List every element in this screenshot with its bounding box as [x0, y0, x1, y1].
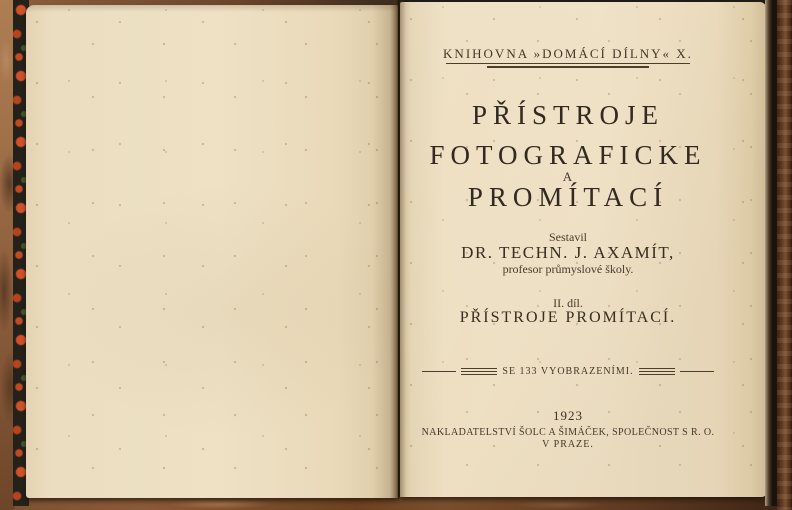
book-title-line-3: PROMÍTACÍ — [467, 182, 669, 212]
publisher-line: NAKLADATELSTVÍ ŠOLC A ŠIMÁČEK, SPOLEČNOST S R. O. — [421, 427, 715, 438]
book-cover-right-edge — [777, 0, 792, 510]
volume-label: II. díl. — [553, 296, 583, 310]
illustrations-note-row — [400, 366, 736, 377]
series-heading: KNIHOVNA »DOMÁCÍ DÍLNY« X. — [443, 46, 693, 61]
ornament-rule-left — [422, 371, 456, 372]
publication-year: 1923 — [553, 408, 583, 423]
ornament-rule-right — [680, 371, 714, 372]
title-page-content — [400, 2, 736, 497]
byline-label: Sestavil — [549, 230, 587, 244]
author-name: DR. TECHN. J. AXAMÍT, — [461, 243, 675, 262]
series-rule-long — [446, 63, 690, 64]
volume-title: PŘÍSTROJE PROMÍTACÍ. — [459, 309, 677, 326]
book-gutter-shadow — [390, 0, 406, 499]
author-title: profesor průmyslové školy. — [502, 262, 634, 276]
book-title-line-1: PŘÍSTROJE — [471, 100, 665, 130]
title-page — [400, 2, 766, 497]
ornament-triple-rule-right — [639, 368, 675, 375]
series-rule-short — [487, 66, 649, 68]
book-title-line-2: FOTOGRAFICKE — [429, 140, 707, 170]
ornament-triple-rule-left — [461, 368, 497, 375]
illustrations-note: SE 133 VYOBRAZENÍMI. — [502, 366, 634, 377]
book-title-conjunction: A — [562, 169, 574, 184]
blank-left-page — [26, 5, 398, 498]
publisher-city: V PRAZE. — [542, 439, 594, 450]
